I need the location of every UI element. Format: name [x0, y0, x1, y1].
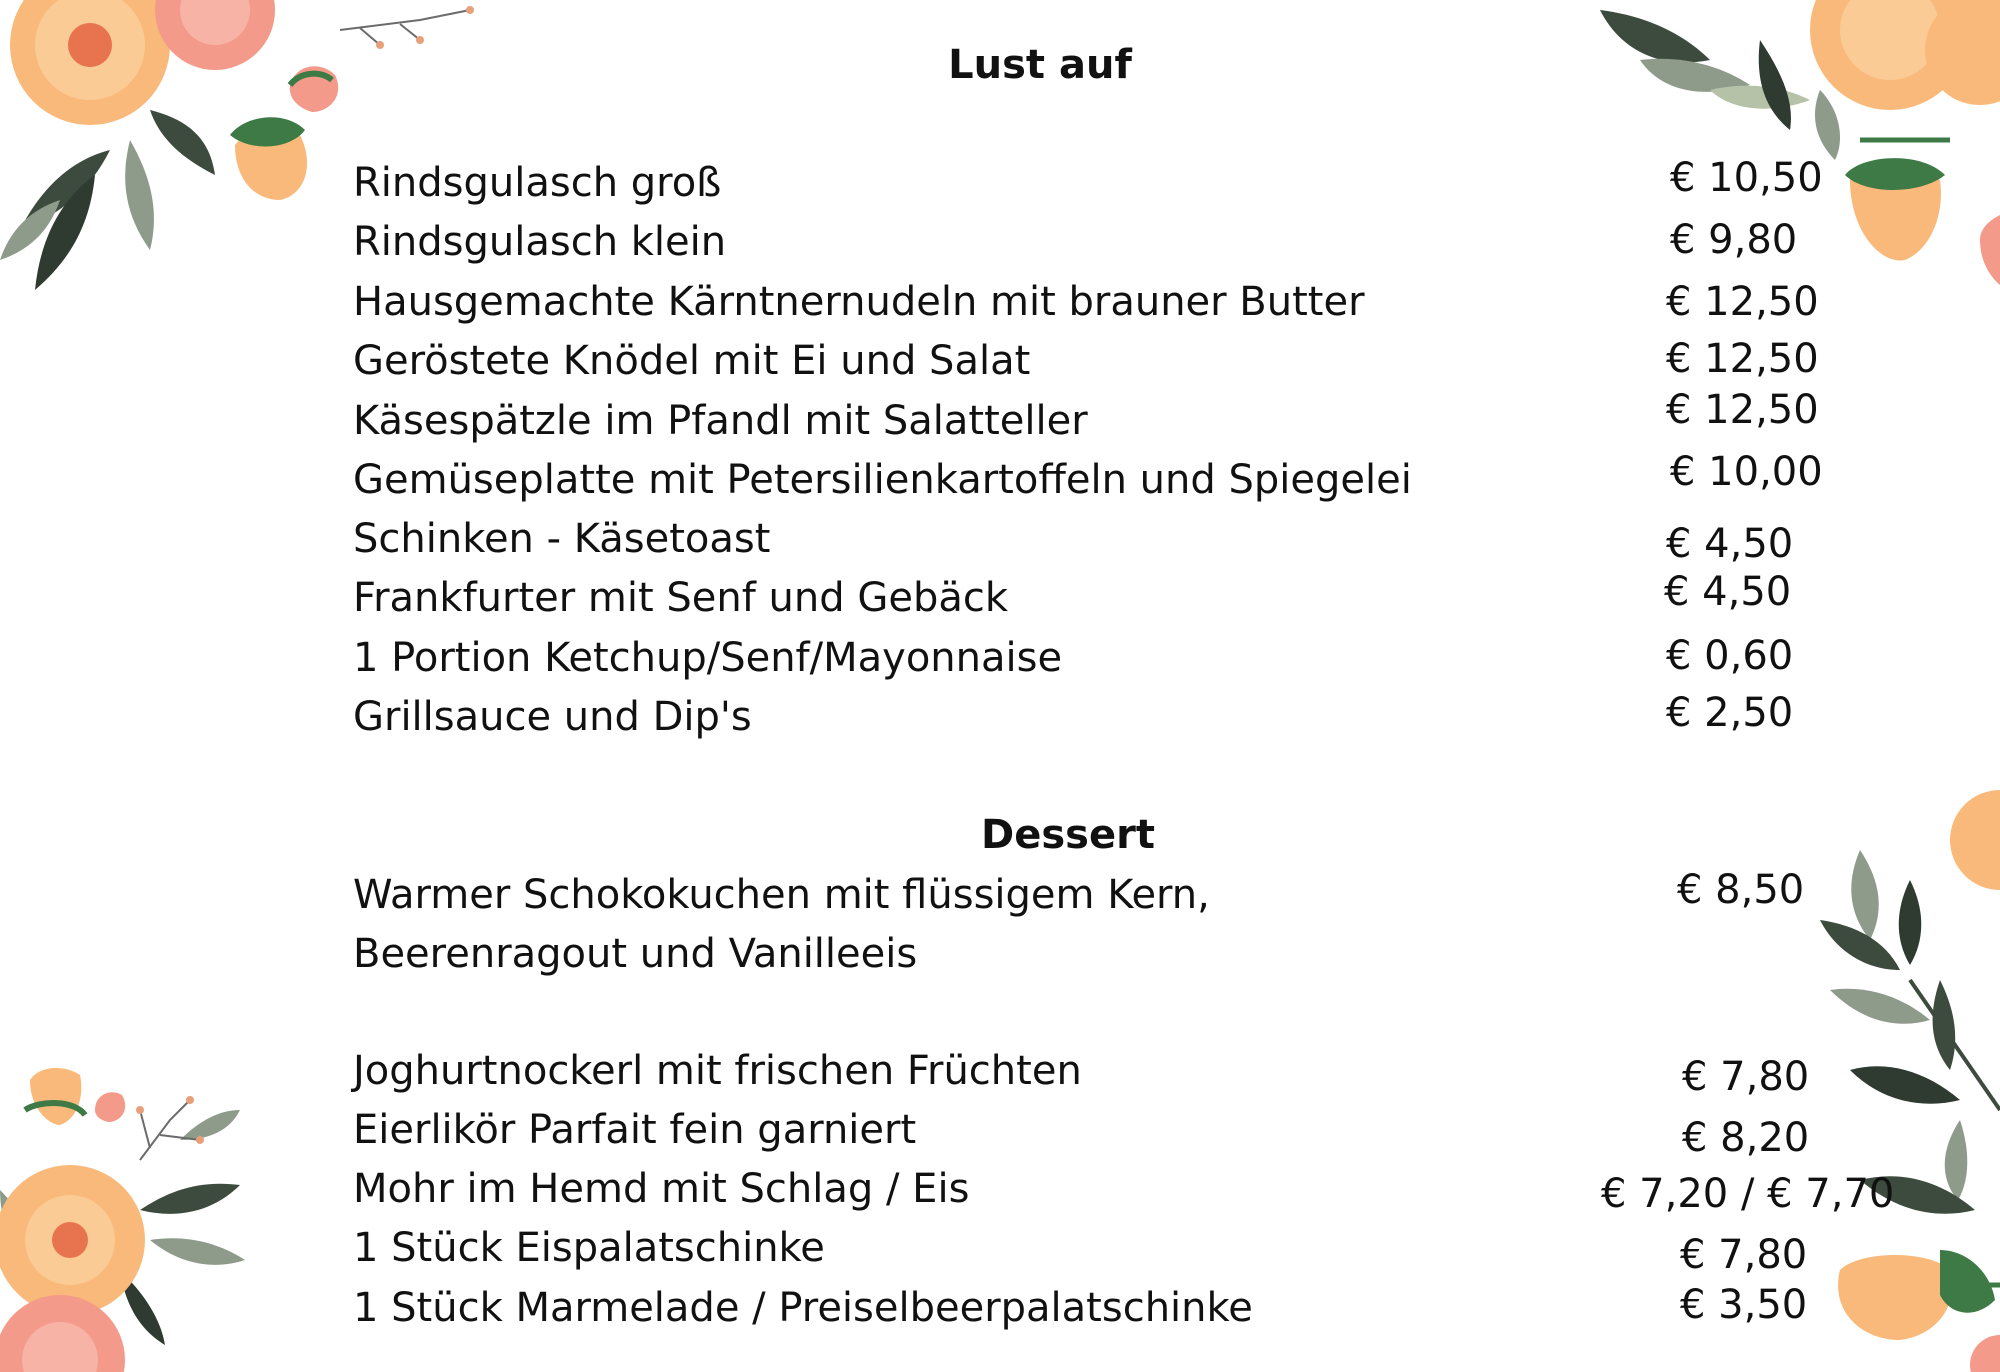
floral-decoration-bottom-right	[1800, 780, 2000, 1372]
menu-item-name: Käsespätzle im Pfandl mit Salatteller	[353, 398, 1088, 444]
menu-item-price: € 7,80	[1682, 1054, 1810, 1100]
menu-item-name: Eierlikör Parfait fein garniert	[353, 1107, 917, 1153]
menu-item-price: € 7,20 / € 7,70	[1601, 1171, 1895, 1217]
menu-item-price: € 8,50	[1677, 867, 1805, 913]
menu-item-price: € 12,50	[1666, 279, 1819, 325]
menu-item-name: Geröstete Knödel mit Ei und Salat	[353, 338, 1031, 384]
menu-item-price: € 4,50	[1664, 569, 1792, 615]
menu-item-name: 1 Portion Ketchup/Senf/Mayonnaise	[353, 635, 1063, 681]
menu-item-name: Hausgemachte Kärntnernudeln mit brauner Butter	[353, 279, 1365, 325]
menu-item-name: Rindsgulasch klein	[353, 219, 727, 265]
menu-item-name: Schinken - Käsetoast	[353, 516, 771, 562]
menu-item-price: € 9,80	[1670, 217, 1798, 263]
menu-item-price: € 8,20	[1682, 1115, 1810, 1161]
menu-item-price: € 3,50	[1680, 1282, 1808, 1328]
menu-item-price: € 7,80	[1680, 1232, 1808, 1278]
menu-item-name: 1 Stück Eispalatschinke	[353, 1225, 825, 1271]
menu-item-price: € 0,60	[1666, 633, 1794, 679]
menu-item-name: Gemüseplatte mit Petersilienkartoffeln und Spiegelei	[353, 457, 1412, 503]
floral-decoration-bottom-left	[0, 1040, 320, 1372]
menu-item-price: € 2,50	[1666, 690, 1794, 736]
section-heading-lust-auf: Lust auf	[948, 42, 1132, 88]
menu-item-price: € 10,50	[1670, 155, 1823, 201]
menu-item-name: Grillsauce und Dip's	[353, 694, 752, 740]
menu-item-name-line2: Beerenragout und Vanilleeis	[353, 931, 918, 977]
menu-item-name: Rindsgulasch groß	[353, 160, 722, 206]
menu-item-price: € 4,50	[1666, 521, 1794, 567]
menu-item-name: 1 Stück Marmelade / Preiselbeerpalatschinke	[353, 1285, 1253, 1331]
menu-item-name-line1: Warmer Schokokuchen mit flüssigem Kern,	[353, 872, 1210, 918]
menu-item-price: € 12,50	[1666, 336, 1819, 382]
menu-item-name: Joghurtnockerl mit frischen Früchten	[353, 1048, 1082, 1094]
menu-item-name: Mohr im Hemd mit Schlag / Eis	[353, 1166, 970, 1212]
menu-item-price: € 10,00	[1670, 449, 1823, 495]
section-heading-dessert: Dessert	[981, 812, 1155, 858]
menu-item-price: € 12,50	[1666, 387, 1819, 433]
menu-item-name: Frankfurter mit Senf und Gebäck	[353, 575, 1008, 621]
